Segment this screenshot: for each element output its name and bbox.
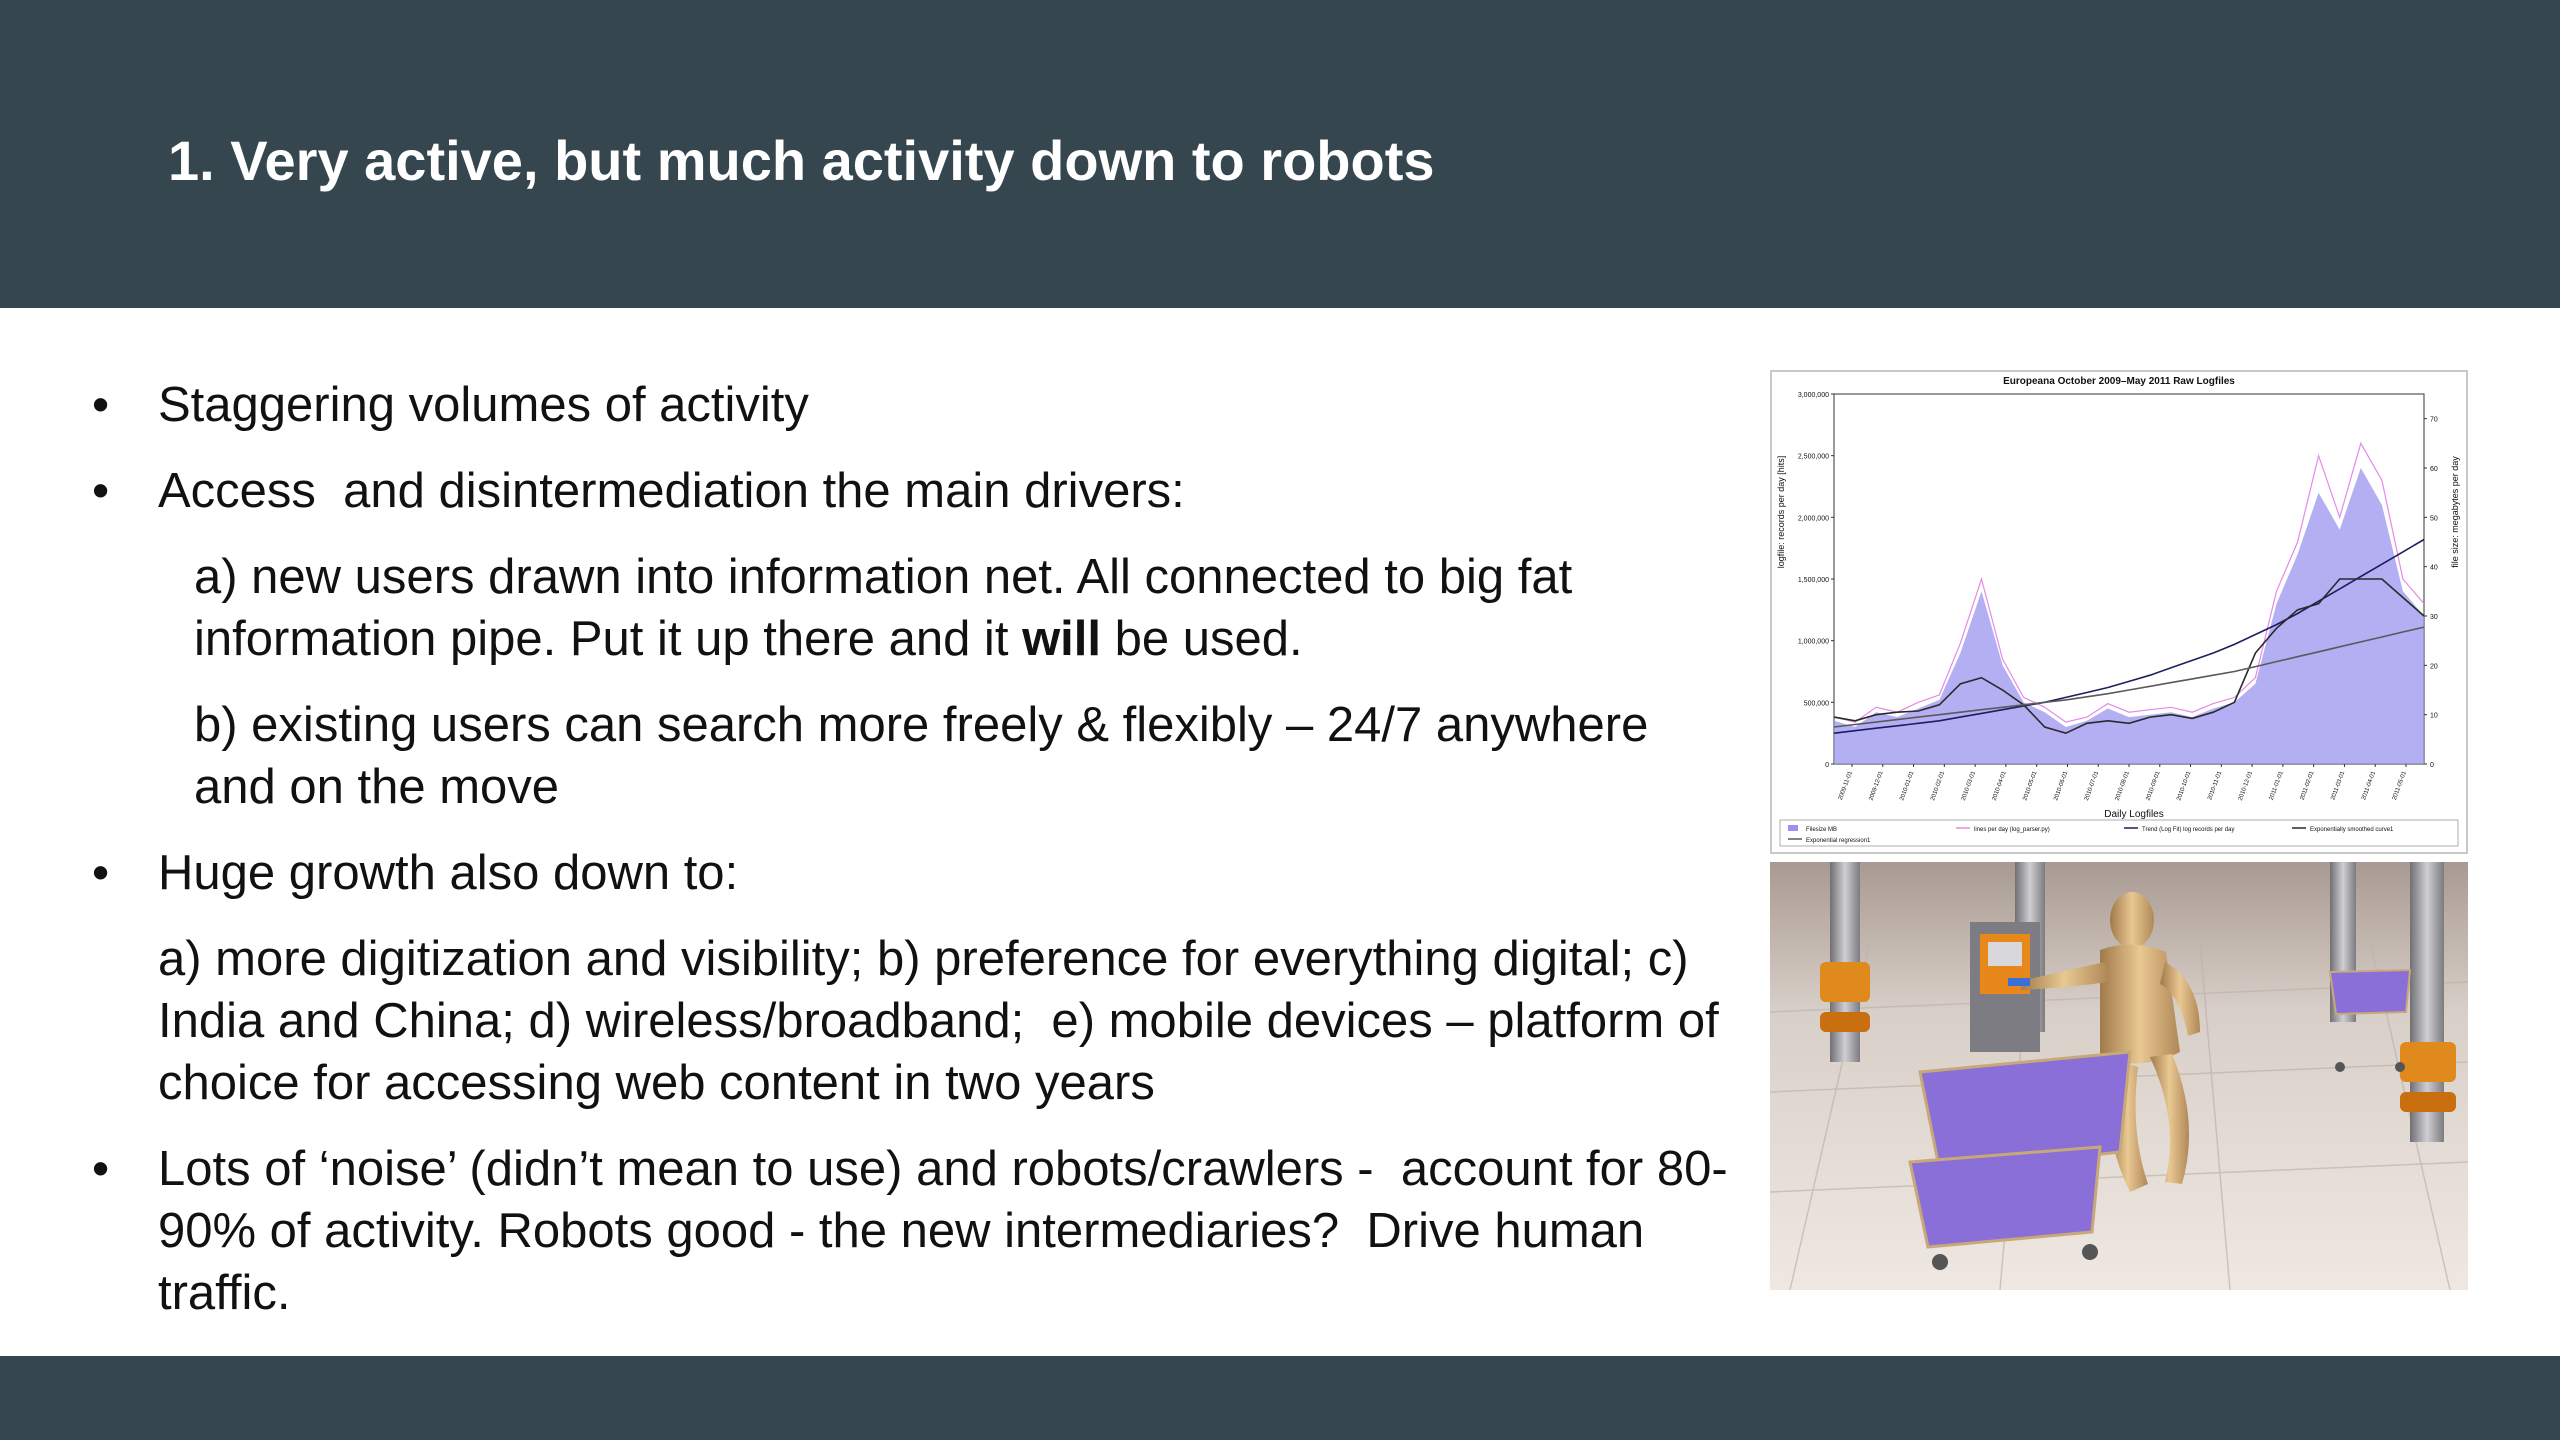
sub-text: b) existing users can search more freely & flexibly – 24/7 anywhere and on the move	[194, 698, 1649, 814]
y2-tick-label: 0	[2430, 762, 2434, 769]
y-tick-label: 2,000,000	[1797, 515, 1829, 523]
x-tick-label: 2009-11-01	[1837, 770, 1854, 802]
y2-axis-label: file size: megabytes per day	[2450, 456, 2460, 568]
x-tick-label: 2010-01-01	[1899, 770, 1916, 802]
x-tick-label: 2011-05-01	[2391, 770, 2408, 802]
slide-title: 1. Very active, but much activity down to robots	[168, 129, 1435, 192]
legend-label: Exponentially smoothed curve1	[2310, 827, 2394, 833]
legend-label: Exponential regression1	[1806, 838, 1871, 844]
chart-plot-area	[1780, 392, 2458, 846]
y-tick-label: 2,500,000	[1797, 453, 1829, 461]
legend-label: Trend (Log Fit) log records per day	[2142, 827, 2235, 833]
legend-swatch	[1788, 825, 1798, 831]
x-tick-label: 2011-02-01	[2299, 770, 2316, 802]
series-area	[1834, 468, 2424, 764]
chart-svg	[1772, 372, 2466, 852]
x-tick-label: 2010-07-01	[2083, 770, 2101, 802]
x-tick-label: 2010-08-01	[2114, 770, 2131, 802]
chart-title: Europeana October 2009–May 2011 Raw Logfiles	[2003, 376, 2235, 387]
bullet-text: Huge growth also down to:	[158, 846, 739, 900]
y-tick-label: 3,000,000	[1797, 392, 1829, 399]
y2-tick-label: 30	[2430, 614, 2438, 621]
x-tick-label: 2010-10-01	[2176, 770, 2193, 802]
sub-point	[194, 546, 1732, 670]
y2-tick-label: 40	[2430, 564, 2438, 572]
sub-text: a) more digitization and visibility; b) preference for everything digital; c) India and China; d) wireless/broadband; e) mobile devices – platform of choice for accessing web content in two years	[158, 932, 1733, 1110]
logfile-chart	[1770, 370, 2468, 854]
y2-tick-label: 70	[2430, 416, 2438, 424]
legend-label: Filesize MB	[1806, 827, 1838, 833]
bullet-dot: •	[92, 846, 110, 900]
y-tick-label: 1,500,000	[1797, 577, 1829, 584]
x-axis-label: Daily Logfiles	[2104, 809, 2164, 820]
y-tick-label: 0	[1825, 762, 1829, 769]
footer-band	[0, 1356, 2560, 1440]
legend-label: lines per day (log_parser.py)	[1974, 827, 2050, 833]
x-tick-label: 2010-05-01	[2022, 770, 2039, 802]
x-tick-label: 2010-04-01	[1991, 770, 2008, 802]
x-tick-label: 2010-12-01	[2237, 770, 2254, 802]
y-tick-label: 500,000	[1803, 700, 1829, 708]
sub-point	[194, 694, 1732, 818]
bullet-dot: •	[92, 1142, 110, 1196]
sub-point	[158, 928, 1732, 1114]
y-tick-label: 1,000,000	[1797, 638, 1829, 646]
bullet-text: Staggering volumes of activity	[158, 378, 809, 432]
sub-text: be used.	[1101, 612, 1303, 666]
y2-tick-label: 50	[2430, 515, 2438, 523]
x-tick-label: 2010-09-01	[2145, 770, 2162, 802]
x-tick-label: 2010-11-01	[2207, 770, 2224, 802]
bullet-item	[92, 1138, 1732, 1324]
y-axis-label: logfile: records per day [hits]	[1776, 455, 1786, 569]
bullet-text: Lots of ‘noise’ (didn’t mean to use) and robots/crawlers - account for 80-90% of activity. Robots good - the new intermediaries? Drive human traffic.	[158, 1142, 1728, 1320]
legend-box	[1780, 820, 2458, 846]
robot-shopper-image	[1770, 862, 2468, 1290]
y2-tick-label: 60	[2430, 466, 2438, 473]
robot-illustration	[1770, 862, 2468, 1290]
bullet-item	[92, 374, 1732, 436]
bullet-dot: •	[92, 464, 110, 518]
bullet-text: Access and disintermediation the main drivers:	[158, 464, 1185, 518]
y2-tick-label: 20	[2430, 663, 2438, 671]
emphasis-text: will	[1022, 612, 1102, 666]
bullet-item	[92, 842, 1732, 904]
x-tick-label: 2009-12-01	[1868, 770, 1885, 802]
x-tick-label: 2010-03-01	[1960, 770, 1977, 802]
sub-text: a) new users drawn into information net. All connected to big fat information pipe. Put it up there and it	[194, 550, 1573, 666]
y2-tick-label: 10	[2430, 712, 2438, 720]
x-tick-label: 2011-04-01	[2361, 770, 2378, 802]
bullet-item	[92, 460, 1732, 522]
x-tick-label: 2010-06-01	[2053, 770, 2070, 802]
x-tick-label: 2011-03-01	[2330, 770, 2347, 802]
x-tick-label: 2010-02-01	[1930, 770, 1947, 802]
x-tick-label: 2011-01-01	[2268, 770, 2285, 802]
slide-body	[92, 374, 1732, 1348]
bullet-dot: •	[92, 378, 110, 432]
